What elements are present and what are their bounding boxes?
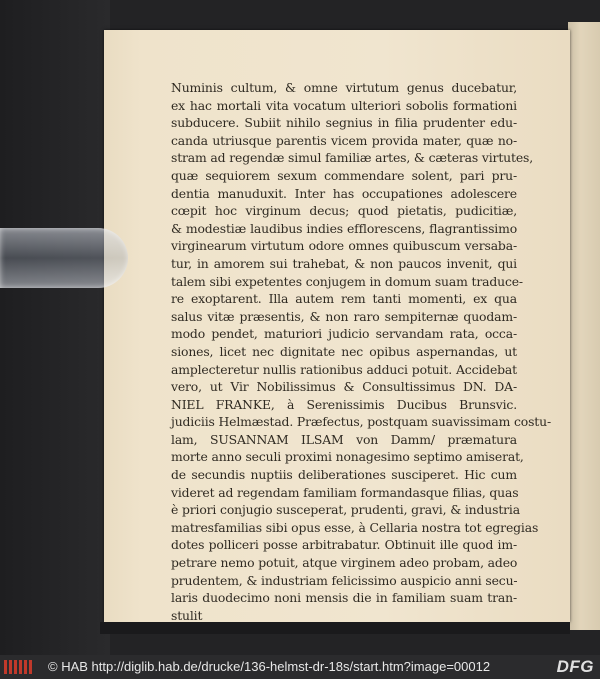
page-holder-clip [0, 228, 128, 288]
page-text [171, 79, 551, 624]
catchword: stulit [171, 607, 203, 623]
text-line: re exoptarent. Illa autem rem tanti momenti, ex qua [171, 291, 517, 307]
text-line: judiciis Helmæstad. Præfectus, postquam suavissimam costu- [171, 414, 551, 430]
text-line: prudentem, & industriam felicissimo auspicio anni secu- [171, 572, 518, 588]
text-line: matresfamilias sibi opus esse, à Cellaria nostra tot egregias [171, 519, 539, 535]
text-line: dentia manuduxit. Inter has occupationes adolescere [171, 185, 517, 201]
copyright-credit: © HAB http://diglib.hab.de/drucke/136-helmst-dr-18s/start.htm?image=00012 [48, 659, 491, 674]
text-line: cœpit hoc virginum decus; quod pietatis, pudicitiæ, [171, 203, 517, 219]
text-line: Numinis cultum, & omne virtutum genus ducebatur, [171, 80, 517, 95]
dfg-logo: DFG [556, 657, 594, 676]
text-line: è priori conjugio susceperat, prudenti, gravi, & industria [171, 502, 520, 518]
text-line: vero, ut Vir Nobilissimus & Consultissimus DN. DA- [171, 379, 517, 395]
text-line: & modestiæ laudibus indies efflorescens, flagrantissimo [171, 220, 517, 236]
text-line: petrare nemo potuit, atque virginem adeo probam, adeo [171, 555, 518, 571]
facing-page-edge [568, 22, 600, 630]
text-line: siones, licet nec dignitate nec opibus aspernandas, ut [171, 343, 517, 359]
text-line: videret ad regendam familiam formandasque filias, quas [171, 484, 519, 500]
text-line: laris duodecimo noni mensis die in familiam suam tran- [171, 590, 517, 606]
text-line: salus vitæ præsentis, & non raro sempiternæ quodam- [171, 308, 517, 324]
text-line: modo pendet, maturiori judicio servandam rata, occa- [171, 326, 517, 342]
text-line: subducere. Subiit nihilo segnius in filia prudenter edu- [171, 115, 517, 131]
text-line: amplecteretur nullis rationibus adduci potuit. Accidebat [171, 361, 517, 377]
left-dark-margin [0, 0, 110, 655]
text-line: dotes polliceri posse arbitrabatur. Obtinuit ille quod im- [171, 537, 517, 553]
hab-logo-icon [4, 660, 40, 674]
text-line: lam, SUSANNAM ILSAM von Damm/ præmatura [171, 431, 517, 447]
text-line: morte anno seculi proximi nonagesimo septimo amiserat, [171, 449, 524, 465]
text-line: tur, in amorem sui trahebat, & non paucos invenit, qui [171, 255, 517, 271]
text-line: talem sibi expetentes conjugem in domum suam traduce- [171, 273, 523, 289]
footer-bar [0, 655, 600, 679]
text-line: ex hac mortali vita vocatum ulteriori sobolis formationi [171, 97, 517, 113]
text-line: de secundis nuptiis deliberationes susciperet. Hic cum [171, 467, 517, 483]
text-line: quæ sequiorem sexum commendare solent, pari pru- [171, 167, 517, 183]
text-line: stram ad regendæ simul familiæ artes, & cæteras virtutes, [171, 150, 533, 166]
text-line: virginearum virtutum odore omnes quibuscum versaba- [171, 238, 517, 254]
text-line: canda utriusque parentis vicem provida mater, quæ no- [171, 132, 517, 148]
text-line: NIEL FRANKE, à Serenissimis Ducibus Brunsvic. [171, 396, 517, 412]
